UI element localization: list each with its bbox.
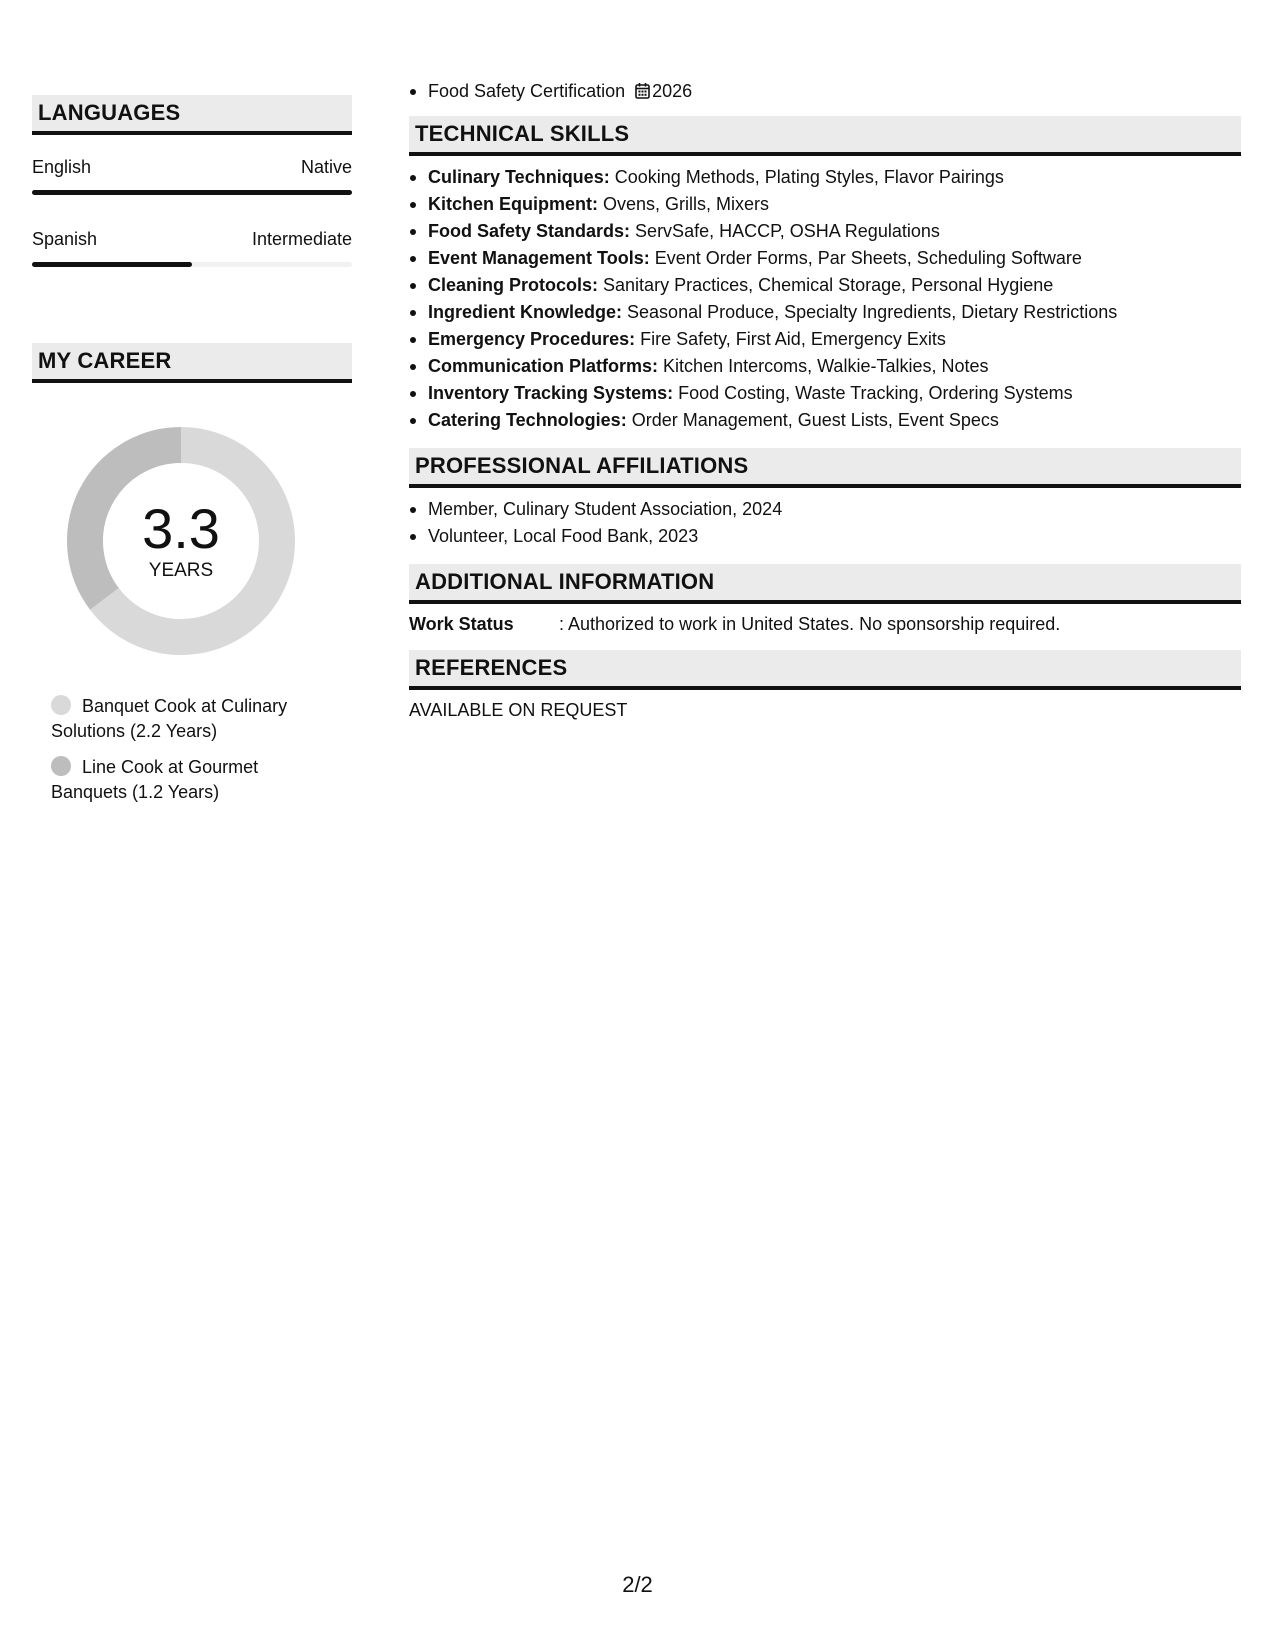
certification-name: Food Safety Certification <box>428 81 626 101</box>
technical-skill-item <box>409 380 1241 407</box>
career-legend-label: Banquet Cook at Culinary Solutions (2.2 Years) <box>51 696 288 741</box>
calendar-icon <box>635 82 650 99</box>
technical-skill-item <box>409 164 1241 191</box>
references-heading: REFERENCES <box>409 650 1241 690</box>
career-legend-item <box>51 755 302 805</box>
career-legend-item <box>51 694 302 744</box>
certification-item <box>409 78 1241 105</box>
skill-category: Event Management Tools: <box>428 248 650 268</box>
technical-skill-item <box>409 353 1241 380</box>
career-legend-dot <box>51 756 71 776</box>
language-name: Spanish <box>32 229 98 249</box>
language-proficiency-bar <box>32 190 352 195</box>
skill-category: Ingredient Knowledge: <box>428 302 623 322</box>
certifications-list <box>409 78 1241 105</box>
left-column <box>32 95 352 805</box>
technical-skill-item <box>409 191 1241 218</box>
work-status-row <box>409 612 1241 636</box>
right-column <box>409 78 1241 722</box>
career-heading: MY CAREER <box>32 343 352 383</box>
technical-skill-item <box>409 326 1241 353</box>
career-legend-dot <box>51 695 71 715</box>
skill-values: Ovens, Grills, Mixers <box>603 194 770 214</box>
skill-category: Inventory Tracking Systems: <box>428 383 674 403</box>
affiliation-item: Member, Culinary Student Association, 2024 <box>409 496 1241 523</box>
additional-info-heading: ADDITIONAL INFORMATION <box>409 564 1241 604</box>
career-legend-label: Line Cook at Gourmet Banquets (1.2 Years) <box>51 757 259 802</box>
language-item <box>32 229 352 267</box>
career-total-years: 3.3 <box>142 497 220 560</box>
affiliations-list <box>409 496 1241 550</box>
career-total-unit: YEARS <box>148 560 214 581</box>
language-level: Native <box>300 157 352 177</box>
work-status-label: Work Status <box>409 614 514 634</box>
languages-heading: LANGUAGES <box>32 95 352 135</box>
skill-values: Fire Safety, First Aid, Emergency Exits <box>640 329 946 349</box>
technical-skills-heading: TECHNICAL SKILLS <box>409 116 1241 156</box>
skill-values: Food Costing, Waste Tracking, Ordering Systems <box>678 383 1073 403</box>
technical-skill-item <box>409 245 1241 272</box>
skill-category: Catering Technologies: <box>428 410 627 430</box>
skill-values: ServSafe, HACCP, OSHA Regulations <box>635 221 940 241</box>
technical-skills-list <box>409 164 1241 434</box>
language-proficiency-bar <box>32 262 352 267</box>
language-row <box>32 229 352 251</box>
skill-category: Culinary Techniques: <box>428 167 610 187</box>
skill-category: Kitchen Equipment: <box>428 194 598 214</box>
language-proficiency-fill <box>32 262 192 267</box>
page-number: 2/2 <box>622 1572 653 1597</box>
language-row <box>32 157 352 179</box>
skill-values: Kitchen Intercoms, Walkie-Talkies, Notes <box>663 356 989 376</box>
technical-skill-item <box>409 299 1241 326</box>
technical-skill-item <box>409 407 1241 434</box>
language-item <box>32 157 352 195</box>
technical-skill-item <box>409 272 1241 299</box>
affiliations-heading: PROFESSIONAL AFFILIATIONS <box>409 448 1241 488</box>
skill-category: Emergency Procedures: <box>428 329 636 349</box>
skill-category: Cleaning Protocols: <box>428 275 599 295</box>
technical-skill-item <box>409 218 1241 245</box>
work-status-value: : Authorized to work in United States. No sponsorship required. <box>559 614 1061 634</box>
skill-values: Seasonal Produce, Specialty Ingredients, Dietary Restrictions <box>627 302 1118 322</box>
skill-category: Communication Platforms: <box>428 356 659 376</box>
language-proficiency-fill <box>32 190 352 195</box>
career-legend <box>32 694 302 805</box>
references-text: AVAILABLE ON REQUEST <box>409 700 628 720</box>
skill-category: Food Safety Standards: <box>428 221 631 241</box>
languages-list <box>32 157 352 267</box>
skill-values: Event Order Forms, Par Sheets, Scheduling Software <box>654 248 1082 268</box>
donut-center <box>66 426 296 656</box>
language-name: English <box>32 157 92 177</box>
skill-values: Sanitary Practices, Chemical Storage, Personal Hygiene <box>603 275 1054 295</box>
career-donut-chart <box>66 426 296 656</box>
certification-year: 2026 <box>652 81 693 101</box>
language-level: Intermediate <box>251 229 352 249</box>
affiliation-item: Volunteer, Local Food Bank, 2023 <box>409 523 1241 550</box>
skill-values: Cooking Methods, Plating Styles, Flavor Pairings <box>614 167 1004 187</box>
skill-values: Order Management, Guest Lists, Event Specs <box>631 410 999 430</box>
